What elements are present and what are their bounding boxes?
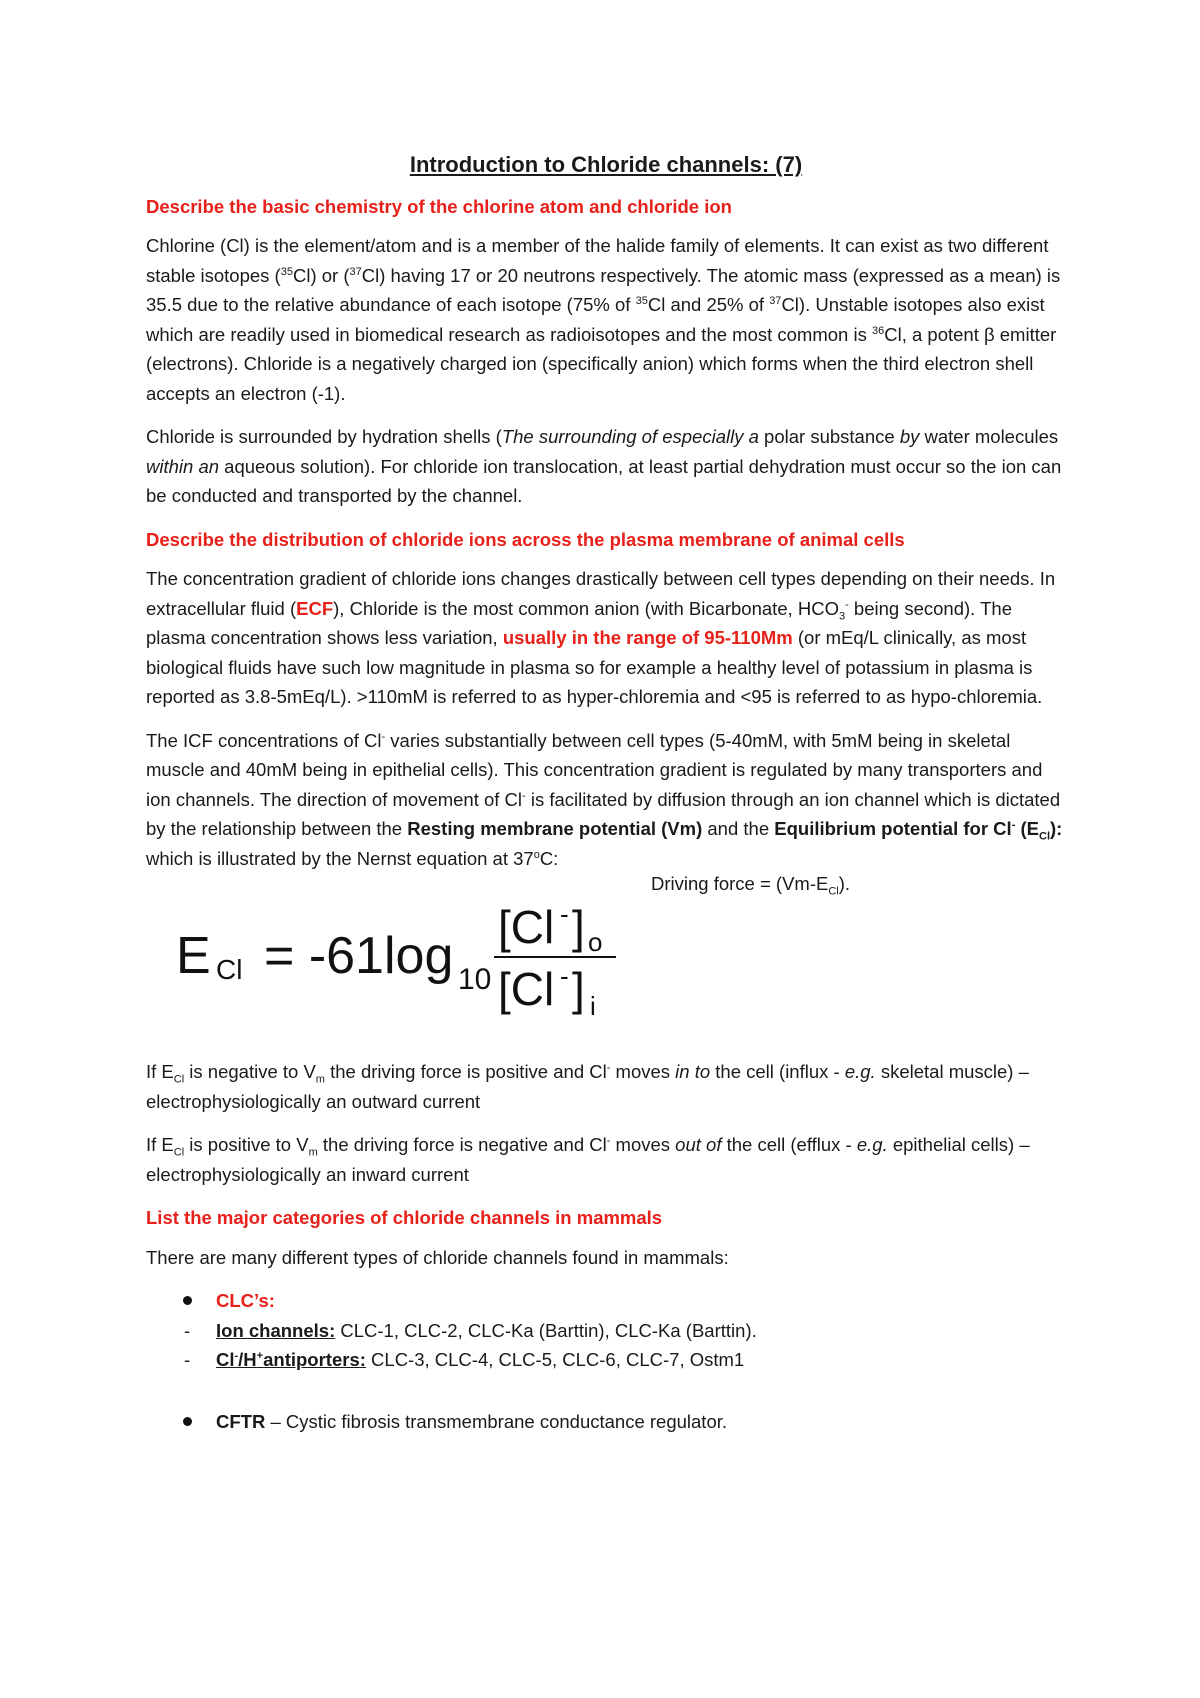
formula-numerator-close: ]: [572, 901, 585, 953]
paragraph-hydration-shells: Chloride is surrounded by hydration shells (The surrounding of especially a polar substance by water molecules within an aqueous solution). For chloride ion translocation, at least partial dehydration must occur so the ion can be conducted and transported by the channel.: [146, 426, 1062, 506]
section-heading-distribution: Describe the distribution of chloride ions across the plasma membrane of animal cells: [146, 528, 905, 550]
formula-denominator-subscript: i: [590, 991, 596, 1021]
formula-denominator-charge: -: [560, 961, 569, 991]
paragraph-chlorine-chemistry: Chlorine (Cl) is the element/atom and is a member of the halide family of elements. It can exist as two different stable isotopes ($^{35}$Cl) or ($^{37}$Cl) having 17 or 20 neutrons respectively. The atomic mass (expressed as a mean) is 35.5 due to the relative abundance of each isotope (75% of $^{35}$Cl and 25% of $^{37}$Cl). Unstable isotopes also exist which are readily used in biomedical research as radioisotopes and the most common is $^{36}$Cl, a potent β emitter (electrons). Chloride is a negatively charged ion (specifically anion) which forms when the third electron shell accepts an electron (-1).: [146, 235, 1061, 404]
channel-category-list: [146, 1286, 1066, 1436]
paragraph-icf-concentrations: The ICF concentrations of Cl- varies substantially between cell types (5-40mM, with 5mM being in skeletal muscle and 40mM being in epithelial cells). This concentration gradient is regulated by many transporters and ion channels. The direction of movement of Cl- is facilitated by diffusion through an ion channel which is dictated by the relationship between the Resting membrane potential (Vm) and the Equilibrium potential for Cl- $(E_{Cl})$: which is illustrated by the Nernst equation at 37$^o$C:: [146, 729, 1063, 869]
formula-rhs: = -61log: [264, 927, 454, 985]
section-heading-chemistry: Describe the basic chemistry of the chlorine atom and chloride ion: [146, 195, 732, 217]
list-subitem-ion-channels: - Ion channels: CLC-1, CLC-2, CLC-Ka (Barttin), CLC-Ka (Barttin).: [146, 1316, 1066, 1346]
bullet-icon: [183, 1417, 192, 1426]
formula-cl-subscript: Cl: [216, 954, 243, 985]
paragraph-influx: If $E_{Cl}$ is negative to $V_m$ the driving force is positive and Cl- moves in to the cell (influx - e.g. skeletal muscle) – electrophysiologically an outward current: [146, 1061, 1029, 1112]
formula-numerator-subscript: o: [588, 927, 603, 957]
list-subitem-antiporters: - Cl-/H+antiporters: CLC-3, CLC-4, CLC-5, CLC-6, CLC-7, Ostm1: [146, 1345, 1066, 1375]
driving-force-text: Driving force = $(Vm-E_{Cl})$.: [651, 873, 851, 898]
paragraph-concentration-gradient: The concentration gradient of chloride ions changes drastically between cell types depending on their needs. In extracellular fluid (ECF), Chloride is the most common anion (with Bicarbonate, $HCO_3^-$ being second). The plasma concentration shows less variation, usually in the range of 95-110Mm (or mEq/L clinically, as most biological fluids have such low magnitude in plasma so for example a healthy level of potassium in plasma is reported as 3.8-5mEq/L). >110mM is referred to as hyper-chloremia and <95 is referred to as hypo-chloremia.: [146, 568, 1056, 707]
formula-numerator-charge: -: [560, 901, 569, 929]
formula-denominator: [Cl: [498, 963, 555, 1015]
section-heading-categories: List the major categories of chloride channels in mammals: [146, 1207, 663, 1228]
list-item-cftr: CFTR – Cystic fibrosis transmembrane conductance regulator.: [146, 1407, 1066, 1437]
dash-marker: -: [184, 1319, 191, 1341]
document-body: [146, 150, 1066, 1436]
paragraph-efflux: If $E_{Cl}$ is positive to $V_m$ the driving force is negative and Cl- moves out of the cell (efflux - e.g. epithelial cells) – electrophysiologically an inward current: [146, 1134, 1030, 1185]
formula-numerator: [Cl: [498, 901, 555, 953]
bullet-icon: [183, 1296, 192, 1305]
formula-denominator-close: ]: [572, 963, 585, 1015]
formula-log-base: 10: [458, 963, 492, 996]
equation-block: [146, 873, 1066, 1037]
list-item-clc: CLC’s:: [146, 1286, 1066, 1316]
paragraph-channel-types-intro: There are many different types of chloride channels found in mammals:: [146, 1246, 729, 1268]
dash-marker: -: [184, 1349, 191, 1370]
formula-e: E: [176, 927, 211, 985]
page-title: Introduction to Chloride channels: (7): [409, 152, 803, 177]
nernst-equation: [176, 901, 636, 1021]
